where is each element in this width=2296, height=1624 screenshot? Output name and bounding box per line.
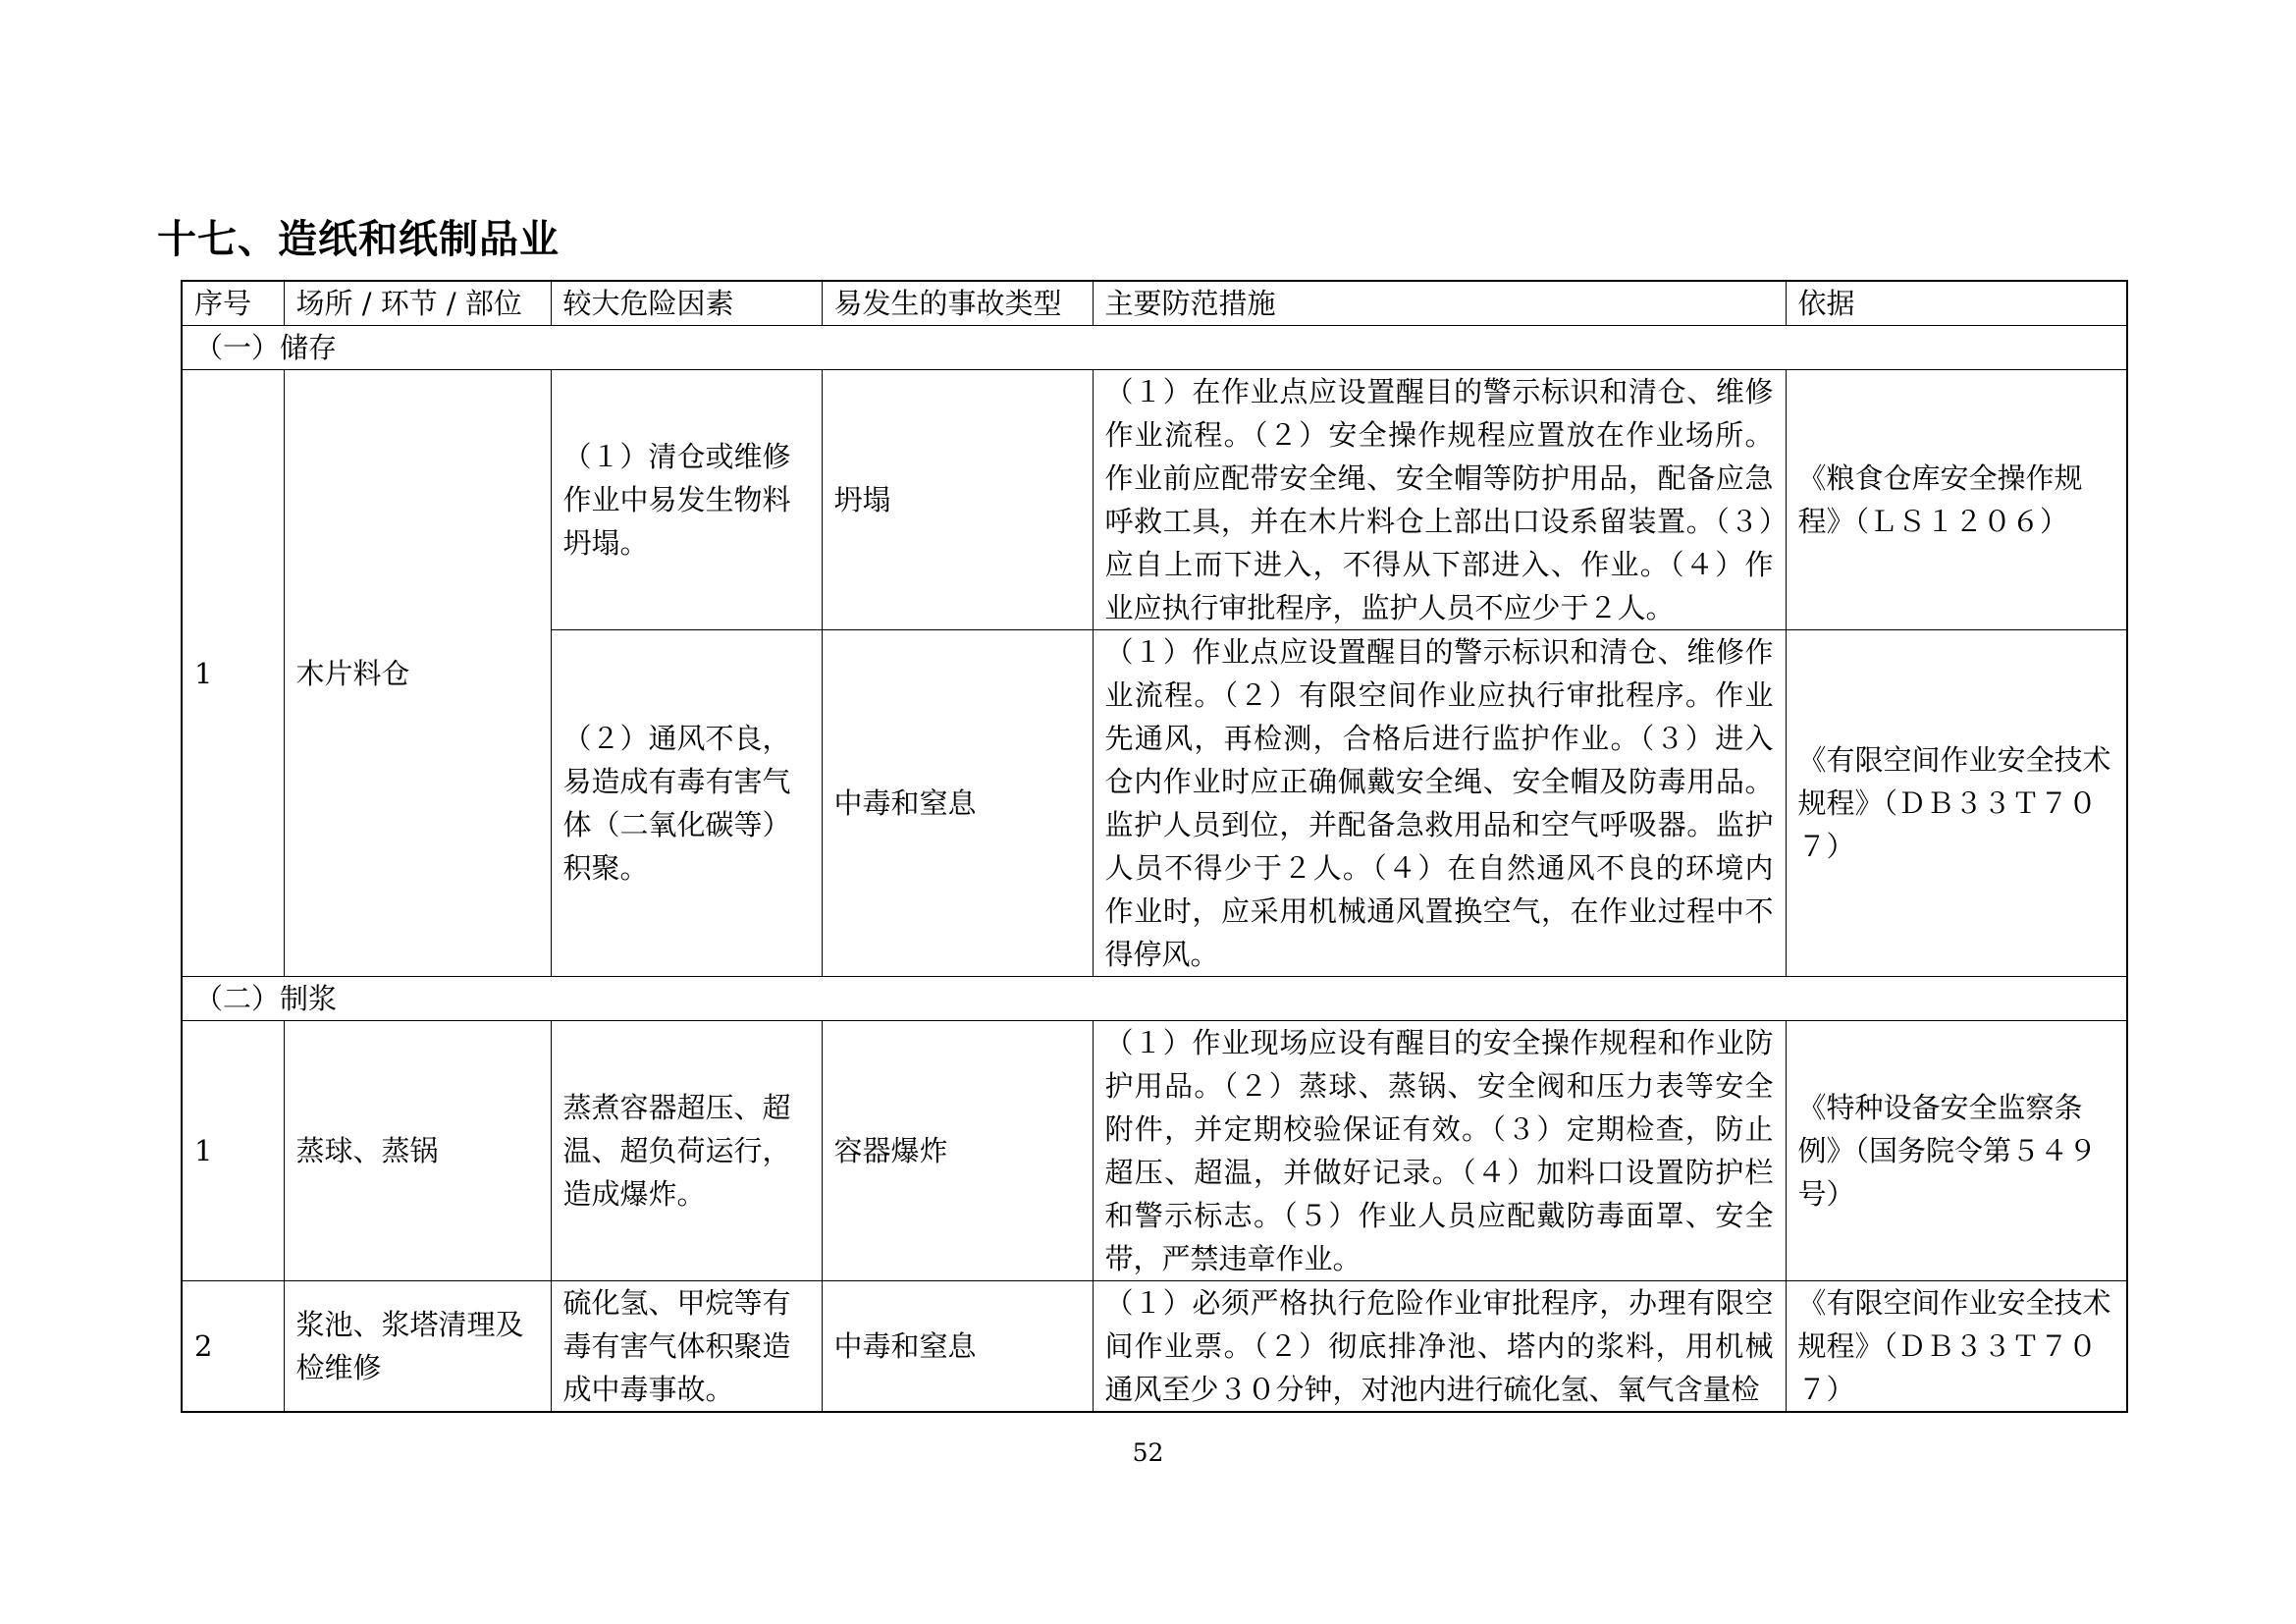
section-label: （二）制浆 <box>182 977 2127 1021</box>
table-header-row <box>182 281 2127 326</box>
row-risk: （１）清仓或维修作业中易发生物料坍塌。 <box>551 370 822 630</box>
header-measures: 主要防范措施 <box>1093 281 1786 326</box>
row-accident: 中毒和窒息 <box>822 1281 1093 1413</box>
row-measures: （１）在作业点应设置醒目的警示标识和清仓、维修作业流程。（２）安全操作规程应置放在作业场所。作业前应配带安全绳、安全帽等防护用品，配备应急呼救工具，并在木片料仓上部出口设系留装置。（３）应自上而下进入，不得从下部进入、作业。（４）作业应执行审批程序，监护人员不应少于２人。 <box>1093 370 1786 630</box>
table-row <box>182 1021 2127 1281</box>
row-seq: 1 <box>182 370 284 977</box>
header-accident: 易发生的事故类型 <box>822 281 1093 326</box>
row-place: 浆池、浆塔清理及检维修 <box>284 1281 551 1413</box>
row-seq: 1 <box>182 1021 284 1281</box>
header-seq: 序号 <box>182 281 284 326</box>
page-title: 十七、造纸和纸制品业 <box>157 216 560 262</box>
row-risk: （２）通风不良，易造成有毒有害气体（二氧化碳等）积聚。 <box>551 630 822 977</box>
header-risk: 较大危险因素 <box>551 281 822 326</box>
page-number: 52 <box>1132 1438 1164 1467</box>
header-place: 场所 / 环节 / 部位 <box>284 281 551 326</box>
row-basis: 《有限空间作业安全技术规程》（ＤＢ３３Ｔ７０７） <box>1786 630 2127 977</box>
section-label: （一）储存 <box>182 326 2127 370</box>
table-row <box>182 1281 2127 1413</box>
row-basis: 《特种设备安全监察条例》（国务院令第５４９号） <box>1786 1021 2127 1281</box>
row-measures: （１）必须严格执行危险作业审批程序，办理有限空间作业票。（２）彻底排净池、塔内的浆料，用机械通风至少３０分钟，对池内进行硫化氢、氧气含量检 <box>1093 1281 1786 1413</box>
row-basis: 《粮食仓库安全操作规程》（ＬＳ１２０６） <box>1786 370 2127 630</box>
row-risk: 硫化氢、甲烷等有毒有害气体积聚造成中毒事故。 <box>551 1281 822 1413</box>
row-risk: 蒸煮容器超压、超温、超负荷运行，造成爆炸。 <box>551 1021 822 1281</box>
row-accident: 中毒和窒息 <box>822 630 1093 977</box>
row-measures: （１）作业现场应设有醒目的安全操作规程和作业防护用品。（２）蒸球、蒸锅、安全阀和压力表等安全附件，并定期校验保证有效。（３）定期检查，防止超压、超温，并做好记录。（４）加料口设置防护栏和警示标志。（５）作业人员应配戴防毒面罩、安全带，严禁违章作业。 <box>1093 1021 1786 1281</box>
row-measures: （１）作业点应设置醒目的警示标识和清仓、维修作业流程。（２）有限空间作业应执行审批程序。作业先通风，再检测，合格后进行监护作业。（３）进入仓内作业时应正确佩戴安全绳、安全帽及防毒用品。监护人员到位，并配备急救用品和空气呼吸器。监护人员不得少于２人。（４）在自然通风不良的环境内作业时，应采用机械通风置换空气，在作业过程中不得停风。 <box>1093 630 1786 977</box>
row-seq: 2 <box>182 1281 284 1413</box>
row-place: 蒸球、蒸锅 <box>284 1021 551 1281</box>
row-accident: 坍塌 <box>822 370 1093 630</box>
row-place: 木片料仓 <box>284 370 551 977</box>
row-basis: 《有限空间作业安全技术规程》（ＤＢ３３Ｔ７０７） <box>1786 1281 2127 1413</box>
section-row-storage <box>182 326 2127 370</box>
header-basis: 依据 <box>1786 281 2127 326</box>
table-row <box>182 370 2127 630</box>
section-row-pulping <box>182 977 2127 1021</box>
hazard-table <box>181 280 2128 1413</box>
row-accident: 容器爆炸 <box>822 1021 1093 1281</box>
